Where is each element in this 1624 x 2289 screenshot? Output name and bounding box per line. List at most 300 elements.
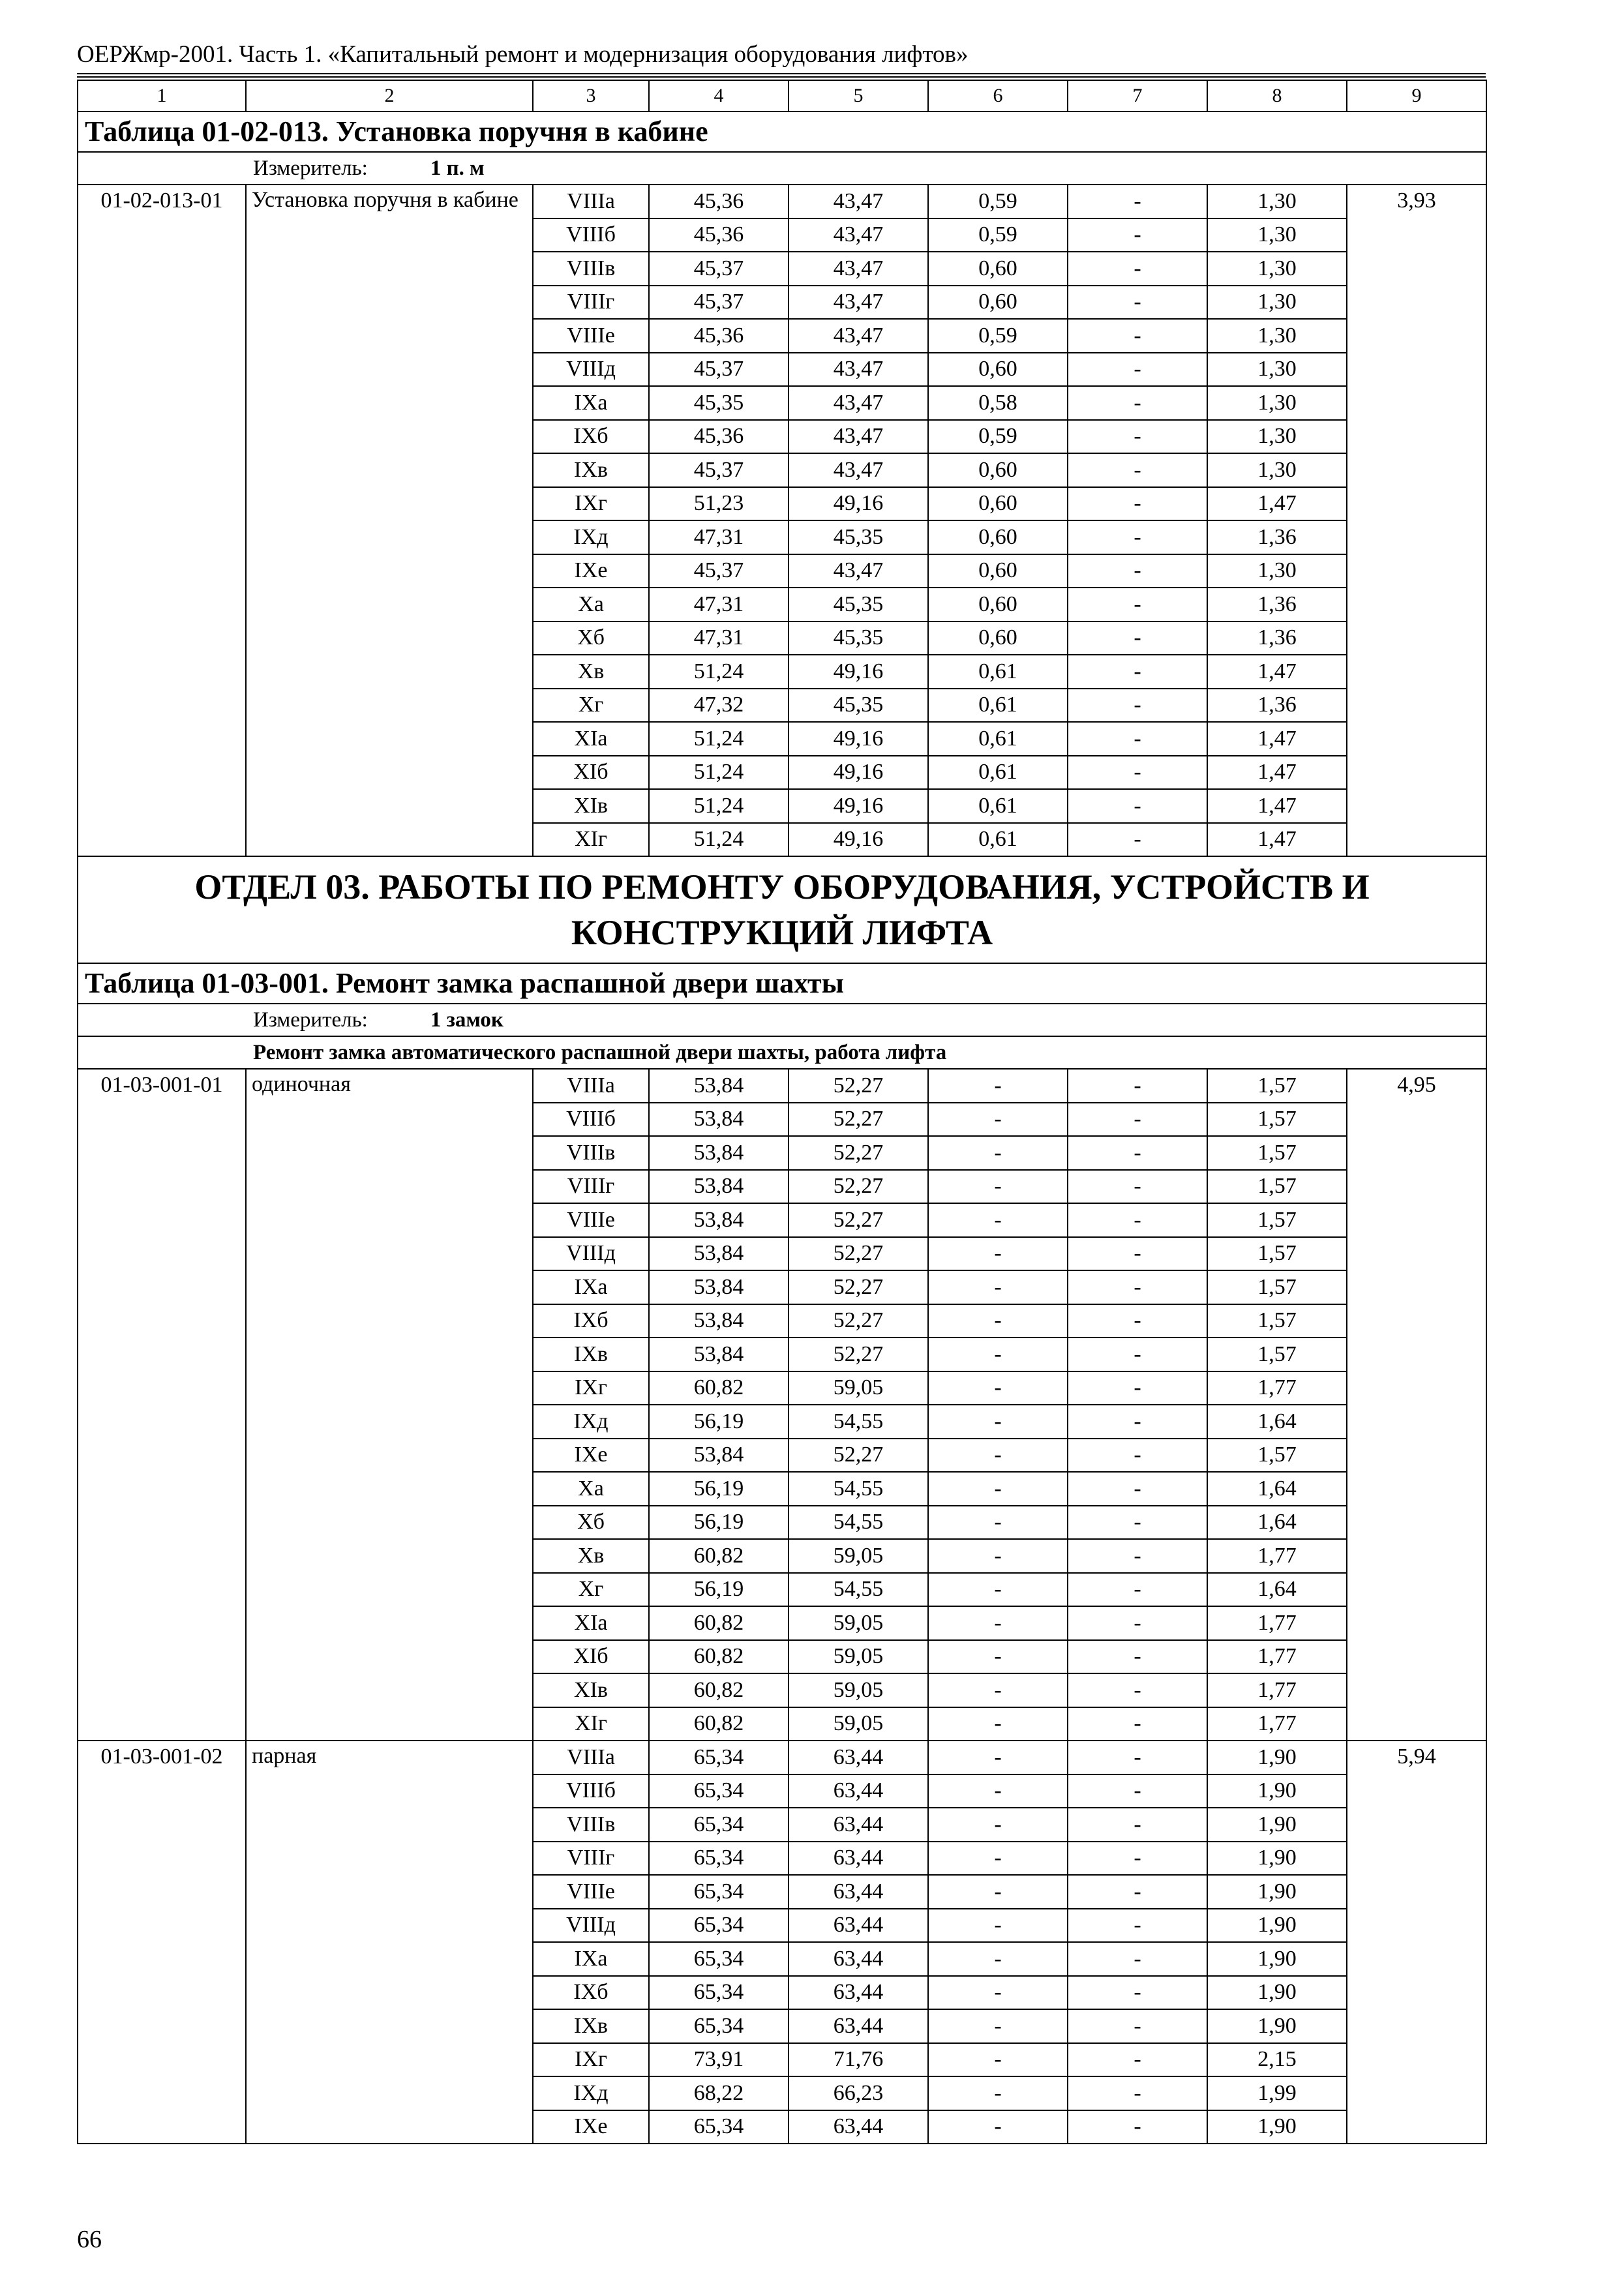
value-cell: - (928, 1338, 1068, 1371)
column-number: 5 (789, 80, 928, 112)
value-cell: 52,27 (789, 1203, 928, 1237)
value-cell: 59,05 (789, 1673, 928, 1707)
value-cell: - (1068, 1875, 1207, 1909)
zone-code: IXе (533, 1439, 649, 1473)
value-cell: 45,36 (649, 319, 789, 353)
value-cell: 1,30 (1207, 453, 1347, 487)
value-cell: - (928, 2110, 1068, 2144)
value-cell: - (1068, 185, 1207, 218)
value-cell: 52,27 (789, 1103, 928, 1137)
value-cell: - (1068, 218, 1207, 252)
value-cell: - (1068, 823, 1207, 857)
value-cell: 53,84 (649, 1203, 789, 1237)
value-cell: 47,32 (649, 689, 789, 723)
value-cell: - (1068, 1371, 1207, 1405)
value-cell: 60,82 (649, 1673, 789, 1707)
value-cell: - (1068, 487, 1207, 521)
column-number: 8 (1207, 80, 1347, 112)
zone-code: VIIIа (533, 1069, 649, 1103)
value-cell: 43,47 (789, 453, 928, 487)
meter-value: 1 п. м (430, 157, 485, 180)
value-cell: - (1068, 1539, 1207, 1573)
zone-code: VIIIе (533, 1203, 649, 1237)
value-cell: 45,35 (789, 520, 928, 554)
value-cell: - (928, 1875, 1068, 1909)
zone-code: XIа (533, 1606, 649, 1640)
value-cell: - (928, 1942, 1068, 1976)
value-cell: - (928, 1640, 1068, 1674)
zone-code: Xа (533, 588, 649, 621)
value-cell: 1,99 (1207, 2076, 1347, 2110)
value-cell: - (928, 1069, 1068, 1103)
value-cell: 0,61 (928, 655, 1068, 689)
value-cell: 0,59 (928, 420, 1068, 454)
value-cell: - (928, 1842, 1068, 1876)
value-cell: 56,19 (649, 1405, 789, 1439)
value-cell: - (1068, 1673, 1207, 1707)
column-number: 1 (78, 80, 246, 112)
value-cell: - (1068, 1976, 1207, 2010)
value-cell: 52,27 (789, 1069, 928, 1103)
value-cell: 1,77 (1207, 1371, 1347, 1405)
value-cell: 49,16 (789, 655, 928, 689)
value-cell: - (928, 1237, 1068, 1271)
value-cell: 1,57 (1207, 1237, 1347, 1271)
value-cell: 1,47 (1207, 655, 1347, 689)
value-cell: - (1068, 1640, 1207, 1674)
value-cell: 45,35 (789, 621, 928, 655)
zone-code: IXг (533, 2043, 649, 2077)
value-cell: - (928, 1136, 1068, 1170)
value-cell: 45,35 (649, 386, 789, 420)
group-title: Ремонт замка автоматического распашной двери шахты, работа лифта (78, 1036, 1486, 1069)
meter-value: 1 замок (430, 1008, 504, 1032)
meter-line (78, 152, 1486, 185)
table-row (78, 1741, 1486, 1774)
zone-code: VIIIг (533, 1842, 649, 1876)
norm-code: 01-03-001-02 (78, 1741, 246, 2144)
value-cell: - (928, 1170, 1068, 1204)
zone-code: VIIIд (533, 1237, 649, 1271)
value-cell: 1,77 (1207, 1707, 1347, 1741)
value-cell: 1,90 (1207, 1875, 1347, 1909)
zone-code: IXд (533, 2076, 649, 2110)
value-cell: 0,60 (928, 286, 1068, 320)
value-cell: - (928, 1808, 1068, 1842)
value-cell: 1,47 (1207, 756, 1347, 790)
value-cell: - (1068, 1170, 1207, 1204)
table-title: Таблица 01-03-001. Ремонт замка распашной двери шахты (78, 963, 1486, 1004)
value-cell: 43,47 (789, 286, 928, 320)
zone-code: Xа (533, 1472, 649, 1506)
value-cell: 59,05 (789, 1707, 928, 1741)
header-rule (77, 76, 1486, 78)
value-cell: 43,47 (789, 252, 928, 286)
value-cell: - (1068, 655, 1207, 689)
value-cell: - (928, 2043, 1068, 2077)
value-cell: 51,24 (649, 655, 789, 689)
value-cell: - (1068, 1774, 1207, 1808)
value-cell: 1,57 (1207, 1103, 1347, 1137)
value-cell: 51,24 (649, 789, 789, 823)
zone-code: IXб (533, 420, 649, 454)
value-cell: - (928, 2076, 1068, 2110)
value-cell: 1,90 (1207, 1808, 1347, 1842)
value-cell: 65,34 (649, 2009, 789, 2043)
value-cell: 0,61 (928, 823, 1068, 857)
value-cell: 1,77 (1207, 1539, 1347, 1573)
value-cell: - (1068, 1103, 1207, 1137)
value-cell: 71,76 (789, 2043, 928, 2077)
meter-line (78, 1004, 1486, 1036)
zone-code: VIIIв (533, 1808, 649, 1842)
zone-code: XIб (533, 756, 649, 790)
value-cell: 45,37 (649, 353, 789, 387)
zone-code: VIIIб (533, 218, 649, 252)
column-number: 6 (928, 80, 1068, 112)
value-cell: - (928, 1909, 1068, 1943)
value-cell: 0,59 (928, 319, 1068, 353)
value-cell: - (1068, 2043, 1207, 2077)
value-cell: 59,05 (789, 1606, 928, 1640)
norm-code: 01-02-013-01 (78, 185, 246, 856)
zone-code: VIIIд (533, 353, 649, 387)
value-cell: 51,24 (649, 823, 789, 857)
value-cell: 60,82 (649, 1606, 789, 1640)
value-cell: 51,24 (649, 756, 789, 790)
value-cell: 0,60 (928, 252, 1068, 286)
section-title: ОТДЕЛ 03. РАБОТЫ ПО РЕМОНТУ ОБОРУДОВАНИЯ, УСТРОЙСТВ И КОНСТРУКЦИЙ ЛИФТА (78, 856, 1486, 963)
value-cell: 65,34 (649, 1774, 789, 1808)
value-cell: 65,34 (649, 2110, 789, 2144)
value-cell: 52,27 (789, 1270, 928, 1304)
value-cell: 52,27 (789, 1170, 928, 1204)
meter-row (78, 152, 1486, 185)
value-cell: - (1068, 1270, 1207, 1304)
value-cell: - (928, 2009, 1068, 2043)
value-cell: 1,64 (1207, 1506, 1347, 1540)
value-cell: 1,47 (1207, 722, 1347, 756)
value-cell: 65,34 (649, 1942, 789, 1976)
value-cell: 0,61 (928, 722, 1068, 756)
value-cell: - (1068, 1472, 1207, 1506)
zone-code: Xв (533, 1539, 649, 1573)
column-number: 9 (1347, 80, 1486, 112)
value-cell: 53,84 (649, 1270, 789, 1304)
zone-code: IXг (533, 1371, 649, 1405)
value-cell: - (1068, 2110, 1207, 2144)
zone-code: VIIIд (533, 1909, 649, 1943)
value-cell: 65,34 (649, 1909, 789, 1943)
value-cell: 1,90 (1207, 1942, 1347, 1976)
value-cell: - (1068, 2076, 1207, 2110)
value-cell: 45,37 (649, 286, 789, 320)
value-cell: 56,19 (649, 1472, 789, 1506)
value-cell: 0,60 (928, 588, 1068, 621)
value-cell: - (928, 1506, 1068, 1540)
norm-name: парная (246, 1741, 533, 2144)
zone-code: Xг (533, 689, 649, 723)
value-cell: - (928, 1606, 1068, 1640)
value-cell: - (1068, 1707, 1207, 1741)
value-cell: - (1068, 722, 1207, 756)
value-cell: 52,27 (789, 1439, 928, 1473)
value-cell: - (1068, 286, 1207, 320)
value-cell: 52,27 (789, 1136, 928, 1170)
section-title-row (78, 856, 1486, 963)
value-cell: 1,30 (1207, 319, 1347, 353)
value-cell: - (1068, 453, 1207, 487)
value-cell: - (1068, 1808, 1207, 1842)
value-cell: 43,47 (789, 218, 928, 252)
norm-name: одиночная (246, 1069, 533, 1741)
running-header: ОЕРЖмр-2001. Часть 1. «Капитальный ремонт и модернизация оборудования лифтов» (77, 41, 969, 68)
value-cell: 65,34 (649, 1875, 789, 1909)
value-cell: 45,36 (649, 420, 789, 454)
header-rule (77, 73, 1486, 74)
value-cell: 68,22 (649, 2076, 789, 2110)
value-cell: 54,55 (789, 1472, 928, 1506)
zone-code: IXв (533, 2009, 649, 2043)
value-cell: 1,30 (1207, 252, 1347, 286)
value-cell: 53,84 (649, 1237, 789, 1271)
value-cell: - (1068, 1506, 1207, 1540)
value-cell: 45,37 (649, 554, 789, 588)
value-cell: - (928, 1304, 1068, 1338)
value-cell: - (1068, 1573, 1207, 1607)
value-cell: - (928, 1103, 1068, 1137)
value-cell: 63,44 (789, 1976, 928, 2010)
value-cell: 1,90 (1207, 1842, 1347, 1876)
zone-code: IXв (533, 453, 649, 487)
column-number: 4 (649, 80, 789, 112)
value-cell: - (1068, 252, 1207, 286)
value-cell: - (928, 1976, 1068, 2010)
zone-code: IXд (533, 520, 649, 554)
value-cell: - (1068, 689, 1207, 723)
value-cell: 59,05 (789, 1539, 928, 1573)
value-cell: 63,44 (789, 2009, 928, 2043)
value-cell: - (1068, 353, 1207, 387)
value-cell: 1,30 (1207, 420, 1347, 454)
value-cell: - (1068, 520, 1207, 554)
value-cell: 53,84 (649, 1069, 789, 1103)
value-cell: 56,19 (649, 1573, 789, 1607)
value-cell: - (1068, 1439, 1207, 1473)
value-cell: 60,82 (649, 1371, 789, 1405)
value-cell: 1,57 (1207, 1069, 1347, 1103)
value-cell: 65,34 (649, 1976, 789, 2010)
value-cell: 1,30 (1207, 286, 1347, 320)
total-value: 4,95 (1347, 1069, 1486, 1741)
value-cell: - (1068, 1203, 1207, 1237)
value-cell: - (928, 1741, 1068, 1774)
zone-code: Xб (533, 621, 649, 655)
zone-code: VIIIе (533, 1875, 649, 1909)
value-cell: 0,60 (928, 554, 1068, 588)
zone-code: VIIIа (533, 185, 649, 218)
zone-code: XIб (533, 1640, 649, 1674)
value-cell: 45,35 (789, 588, 928, 621)
value-cell: - (928, 1774, 1068, 1808)
value-cell: 53,84 (649, 1304, 789, 1338)
value-cell: 43,47 (789, 420, 928, 454)
value-cell: 1,57 (1207, 1203, 1347, 1237)
value-cell: 0,58 (928, 386, 1068, 420)
zone-code: VIIIе (533, 319, 649, 353)
zone-code: VIIIг (533, 1170, 649, 1204)
value-cell: 65,34 (649, 1808, 789, 1842)
total-value: 3,93 (1347, 185, 1486, 856)
value-cell: 65,34 (649, 1741, 789, 1774)
value-cell: 1,90 (1207, 1741, 1347, 1774)
value-cell: 1,57 (1207, 1304, 1347, 1338)
value-cell: 45,36 (649, 185, 789, 218)
value-cell: 51,24 (649, 722, 789, 756)
value-cell: 1,57 (1207, 1338, 1347, 1371)
value-cell: 1,90 (1207, 1976, 1347, 2010)
value-cell: 1,90 (1207, 1774, 1347, 1808)
zone-code: IXа (533, 1942, 649, 1976)
zone-code: Xв (533, 655, 649, 689)
value-cell: - (1068, 1405, 1207, 1439)
norms-table (77, 80, 1487, 2144)
value-cell: 52,27 (789, 1237, 928, 1271)
value-cell: - (1068, 2009, 1207, 2043)
value-cell: 1,77 (1207, 1673, 1347, 1707)
zone-code: IXе (533, 2110, 649, 2144)
value-cell: 60,82 (649, 1539, 789, 1573)
value-cell: 47,31 (649, 588, 789, 621)
zone-code: Xб (533, 1506, 649, 1540)
page-number: 66 (77, 2226, 102, 2253)
value-cell: 51,23 (649, 487, 789, 521)
value-cell: 0,59 (928, 185, 1068, 218)
value-cell: 1,77 (1207, 1640, 1347, 1674)
value-cell: 63,44 (789, 1875, 928, 1909)
value-cell: - (1068, 588, 1207, 621)
value-cell: 2,15 (1207, 2043, 1347, 2077)
value-cell: 63,44 (789, 1942, 928, 1976)
value-cell: - (1068, 1909, 1207, 1943)
value-cell: 0,60 (928, 487, 1068, 521)
zone-code: XIа (533, 722, 649, 756)
value-cell: 0,61 (928, 789, 1068, 823)
value-cell: - (1068, 756, 1207, 790)
value-cell: 56,19 (649, 1506, 789, 1540)
value-cell: - (1068, 1136, 1207, 1170)
value-cell: - (1068, 554, 1207, 588)
value-cell: 1,77 (1207, 1606, 1347, 1640)
value-cell: 1,57 (1207, 1270, 1347, 1304)
value-cell: - (1068, 621, 1207, 655)
meter-label: Измеритель: (253, 1008, 368, 1032)
column-number: 7 (1068, 80, 1207, 112)
value-cell: 1,64 (1207, 1405, 1347, 1439)
value-cell: 45,37 (649, 453, 789, 487)
value-cell: - (928, 1707, 1068, 1741)
value-cell: 45,36 (649, 218, 789, 252)
value-cell: - (1068, 1237, 1207, 1271)
value-cell: 43,47 (789, 319, 928, 353)
table-title-row (78, 963, 1486, 1004)
value-cell: 1,30 (1207, 386, 1347, 420)
value-cell: - (928, 1371, 1068, 1405)
value-cell: 45,37 (649, 252, 789, 286)
value-cell: - (1068, 1069, 1207, 1103)
value-cell: 52,27 (789, 1304, 928, 1338)
value-cell: 1,90 (1207, 1909, 1347, 1943)
zone-code: VIIIб (533, 1103, 649, 1137)
value-cell: - (1068, 386, 1207, 420)
value-cell: - (1068, 1606, 1207, 1640)
value-cell: 1,90 (1207, 2110, 1347, 2144)
value-cell: - (928, 1472, 1068, 1506)
value-cell: 53,84 (649, 1103, 789, 1137)
value-cell: 49,16 (789, 789, 928, 823)
table-title: Таблица 01-02-013. Установка поручня в кабине (78, 112, 1486, 152)
value-cell: 53,84 (649, 1338, 789, 1371)
norm-name: Установка поручня в кабине (246, 185, 533, 856)
value-cell: 60,82 (649, 1707, 789, 1741)
value-cell: 1,36 (1207, 621, 1347, 655)
zone-code: VIIIб (533, 1774, 649, 1808)
value-cell: - (1068, 1338, 1207, 1371)
zone-code: XIв (533, 1673, 649, 1707)
value-cell: 1,30 (1207, 353, 1347, 387)
zone-code: IXг (533, 487, 649, 521)
value-cell: 1,36 (1207, 588, 1347, 621)
value-cell: 63,44 (789, 1808, 928, 1842)
zone-code: VIIIв (533, 1136, 649, 1170)
zone-code: IXб (533, 1304, 649, 1338)
value-cell: 52,27 (789, 1338, 928, 1371)
value-cell: 43,47 (789, 554, 928, 588)
value-cell: - (928, 1270, 1068, 1304)
value-cell: 49,16 (789, 756, 928, 790)
value-cell: 1,47 (1207, 789, 1347, 823)
total-value: 5,94 (1347, 1741, 1486, 2144)
value-cell: 63,44 (789, 1774, 928, 1808)
table-row (78, 1069, 1486, 1103)
value-cell: 53,84 (649, 1439, 789, 1473)
column-number: 3 (533, 80, 649, 112)
meter-row (78, 1004, 1486, 1036)
value-cell: 63,44 (789, 2110, 928, 2144)
value-cell: 54,55 (789, 1506, 928, 1540)
value-cell: 43,47 (789, 386, 928, 420)
value-cell: 53,84 (649, 1136, 789, 1170)
value-cell: - (1068, 1304, 1207, 1338)
value-cell: 1,57 (1207, 1439, 1347, 1473)
value-cell: 59,05 (789, 1371, 928, 1405)
value-cell: 43,47 (789, 185, 928, 218)
table-row (78, 185, 1486, 218)
value-cell: 73,91 (649, 2043, 789, 2077)
value-cell: - (1068, 1741, 1207, 1774)
zone-code: XIв (533, 789, 649, 823)
value-cell: 1,57 (1207, 1170, 1347, 1204)
value-cell: 1,64 (1207, 1472, 1347, 1506)
value-cell: 1,36 (1207, 689, 1347, 723)
value-cell: 1,90 (1207, 2009, 1347, 2043)
value-cell: 1,30 (1207, 185, 1347, 218)
value-cell: - (1068, 1842, 1207, 1876)
zone-code: IXб (533, 1976, 649, 2010)
value-cell: 49,16 (789, 823, 928, 857)
value-cell: 1,64 (1207, 1573, 1347, 1607)
value-cell: 60,82 (649, 1640, 789, 1674)
